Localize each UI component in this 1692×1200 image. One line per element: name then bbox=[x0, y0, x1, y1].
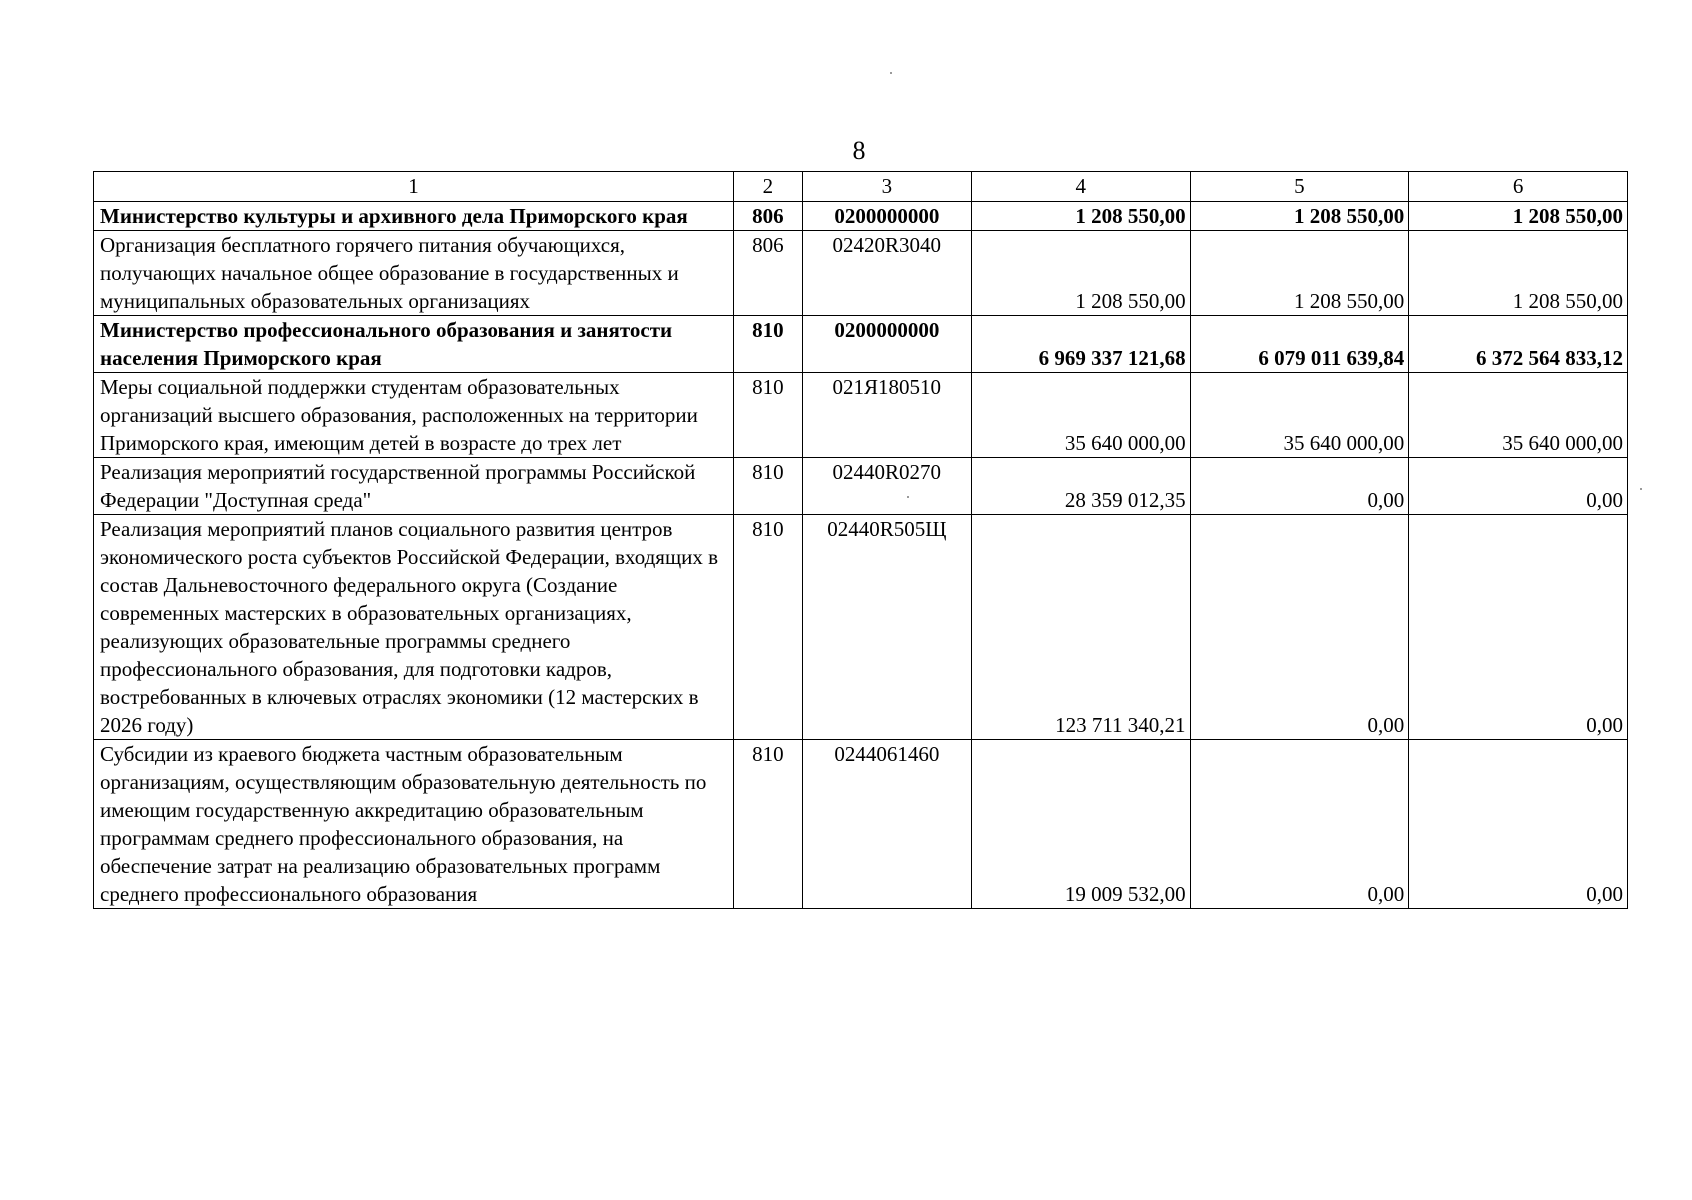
row-value-year-3: 35 640 000,00 bbox=[1409, 373, 1628, 458]
row-value-year-3: 0,00 bbox=[1409, 515, 1628, 740]
row-value-year-2: 6 079 011 639,84 bbox=[1190, 316, 1409, 373]
table-row bbox=[94, 458, 1628, 515]
table-row bbox=[94, 740, 1628, 909]
row-target-code: 0200000000 bbox=[802, 316, 971, 373]
row-target-code: 021Я180510 bbox=[802, 373, 971, 458]
row-ministry-code: 806 bbox=[733, 231, 802, 316]
row-value-year-1: 35 640 000,00 bbox=[971, 373, 1190, 458]
page-number: 8 bbox=[852, 136, 866, 165]
header-cell-6: 6 bbox=[1409, 172, 1628, 202]
row-value-year-1: 123 711 340,21 bbox=[971, 515, 1190, 740]
row-value-year-1: 28 359 012,35 bbox=[971, 458, 1190, 515]
scan-speck bbox=[890, 72, 892, 74]
row-value-year-1: 1 208 550,00 bbox=[971, 202, 1190, 231]
table-row bbox=[94, 515, 1628, 740]
row-name: Меры социальной поддержки студентам образовательных организаций высшего образования, расположенных на территории Приморского края, имеющим детей в возрасте до трех лет bbox=[94, 373, 734, 458]
table-row bbox=[94, 202, 1628, 231]
row-value-year-2: 0,00 bbox=[1190, 740, 1409, 909]
row-ministry-code: 810 bbox=[733, 458, 802, 515]
budget-table bbox=[93, 171, 1628, 909]
header-row bbox=[94, 172, 1628, 202]
row-value-year-3: 0,00 bbox=[1409, 458, 1628, 515]
row-target-code: 0244061460 bbox=[802, 740, 971, 909]
row-value-year-2: 0,00 bbox=[1190, 515, 1409, 740]
row-target-code: 0200000000 bbox=[802, 202, 971, 231]
header-cell-2: 2 bbox=[733, 172, 802, 202]
table-row bbox=[94, 316, 1628, 373]
row-value-year-3: 1 208 550,00 bbox=[1409, 202, 1628, 231]
row-name: Субсидии из краевого бюджета частным образовательным организациям, осуществляющим образовательную деятельность по имеющим государственную аккредитацию образовательным программам среднего профессионального образования, на обеспечение затрат на реализацию образовательных программ среднего профессионального образования bbox=[94, 740, 734, 909]
row-value-year-2: 1 208 550,00 bbox=[1190, 202, 1409, 231]
row-value-year-2: 1 208 550,00 bbox=[1190, 231, 1409, 316]
scan-speck bbox=[1640, 488, 1642, 490]
row-value-year-1: 6 969 337 121,68 bbox=[971, 316, 1190, 373]
row-name: Организация бесплатного горячего питания обучающихся, получающих начальное общее образование в государственных и муниципальных образовательных организациях bbox=[94, 231, 734, 316]
row-value-year-2: 0,00 bbox=[1190, 458, 1409, 515]
row-ministry-code: 810 bbox=[733, 515, 802, 740]
row-target-code: 02440R0270 bbox=[802, 458, 971, 515]
row-name: Министерство профессионального образования и занятости населения Приморского края bbox=[94, 316, 734, 373]
row-value-year-1: 1 208 550,00 bbox=[971, 231, 1190, 316]
row-value-year-3: 0,00 bbox=[1409, 740, 1628, 909]
row-value-year-1: 19 009 532,00 bbox=[971, 740, 1190, 909]
row-ministry-code: 810 bbox=[733, 316, 802, 373]
header-cell-1: 1 bbox=[94, 172, 734, 202]
row-name: Министерство культуры и архивного дела Приморского края bbox=[94, 202, 734, 231]
header-cell-4: 4 bbox=[971, 172, 1190, 202]
row-value-year-3: 1 208 550,00 bbox=[1409, 231, 1628, 316]
row-name: Реализация мероприятий планов социального развития центров экономического роста субъектов Российской Федерации, входящих в состав Дальневосточного федерального округа (Создание современных мастерских в образовательных организациях, реализующих образовательные программы среднего профессионального образования, для подготовки кадров, востребованных в ключевых отраслях экономики (12 мастерских в 2026 году) bbox=[94, 515, 734, 740]
table-row bbox=[94, 231, 1628, 316]
scan-speck bbox=[907, 496, 909, 498]
row-name: Реализация мероприятий государственной программы Российской Федерации "Доступная среда" bbox=[94, 458, 734, 515]
row-value-year-2: 35 640 000,00 bbox=[1190, 373, 1409, 458]
row-ministry-code: 810 bbox=[733, 740, 802, 909]
table-row bbox=[94, 373, 1628, 458]
row-ministry-code: 806 bbox=[733, 202, 802, 231]
row-target-code: 02420R3040 bbox=[802, 231, 971, 316]
row-ministry-code: 810 bbox=[733, 373, 802, 458]
header-cell-5: 5 bbox=[1190, 172, 1409, 202]
row-target-code: 02440R505Щ bbox=[802, 515, 971, 740]
row-value-year-3: 6 372 564 833,12 bbox=[1409, 316, 1628, 373]
header-cell-3: 3 bbox=[802, 172, 971, 202]
